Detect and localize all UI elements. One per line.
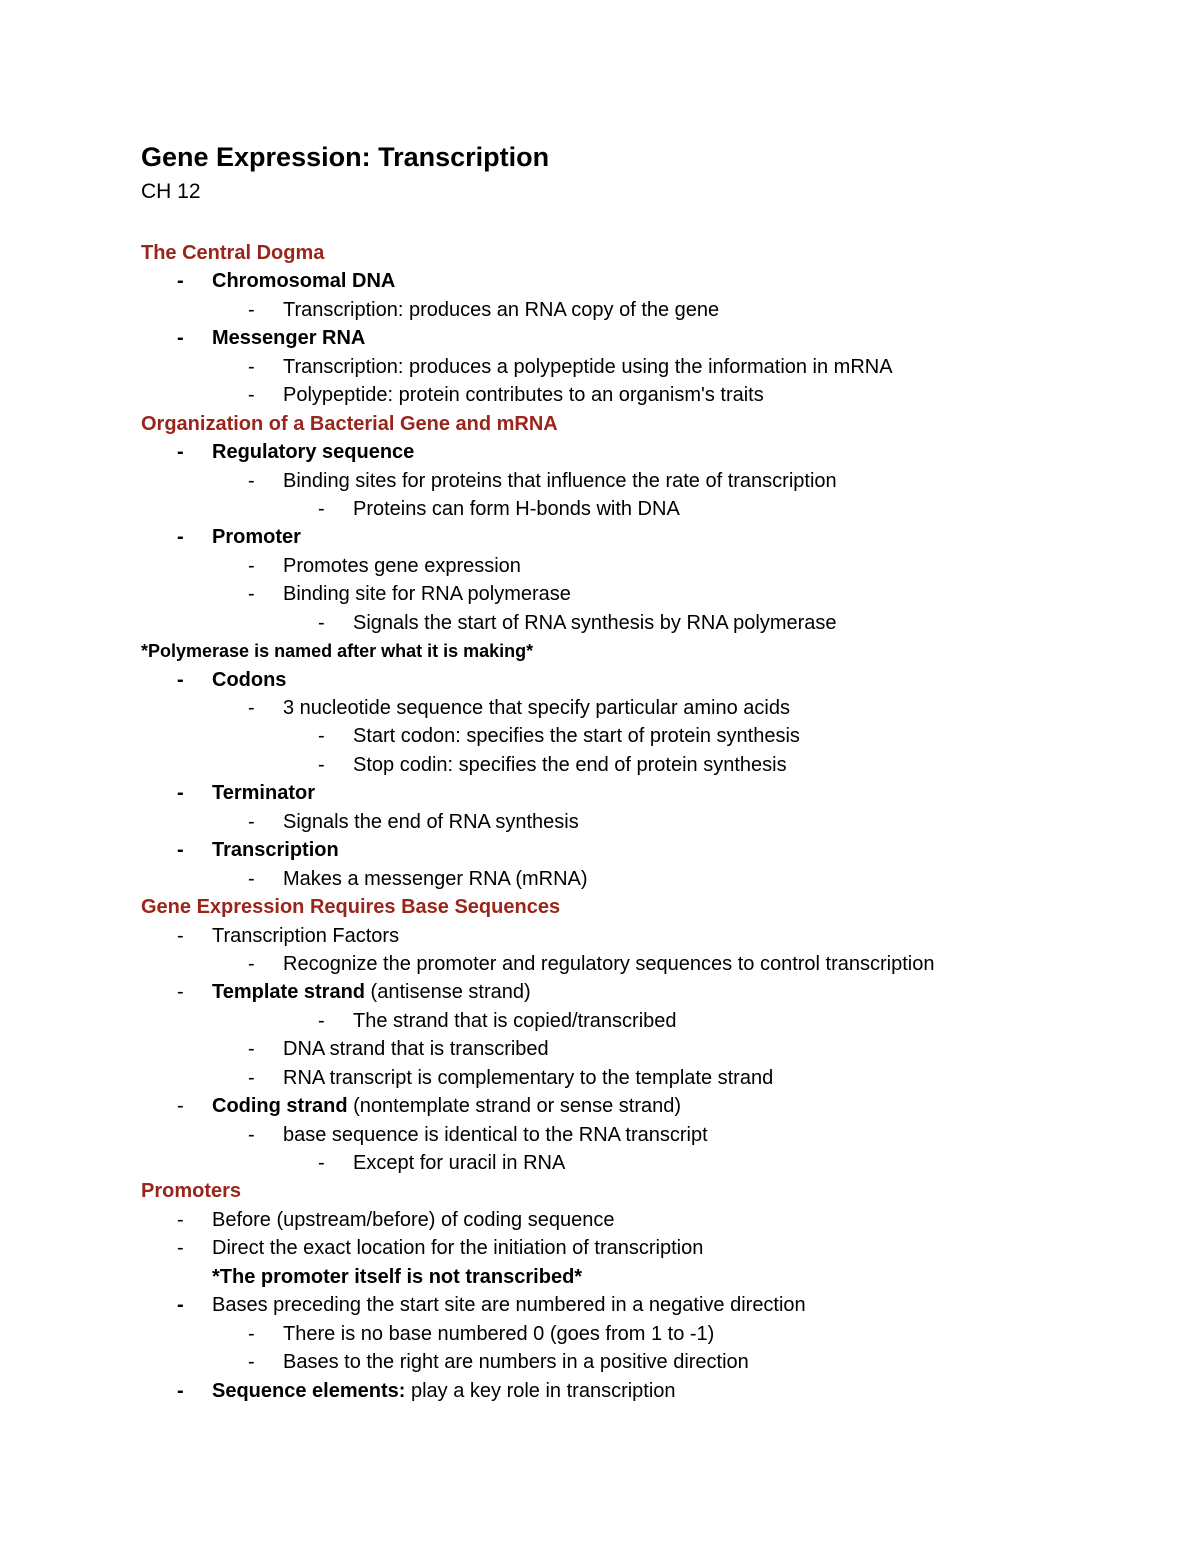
bullet-dash: -	[248, 1038, 255, 1061]
list-item-text	[283, 950, 934, 978]
bullet-dash: -	[318, 497, 325, 520]
list-item	[0, 495, 1200, 523]
bullet-dash: -	[177, 924, 184, 947]
note-line	[0, 637, 1200, 665]
list-item-text	[353, 751, 787, 779]
list-item-text	[212, 324, 365, 352]
item-description: Bases preceding the start site are numbered in a negative direction	[212, 1294, 806, 1317]
bullet-dash: -	[177, 1095, 184, 1118]
item-description: Signals the start of RNA synthesis by RNA polymerase	[353, 611, 837, 634]
list-item	[0, 1263, 1200, 1291]
bullet-dash: -	[248, 583, 255, 606]
item-description: Signals the end of RNA synthesis	[283, 810, 579, 833]
bullet-dash: -	[177, 1208, 184, 1231]
list-item-text	[212, 922, 399, 950]
item-description: (antisense strand)	[365, 981, 531, 1004]
list-item-text	[353, 722, 800, 750]
item-description: play a key role in transcription	[405, 1379, 676, 1402]
bold-term: Codons	[212, 668, 287, 691]
bold-term: Coding strand	[212, 1095, 348, 1118]
list-item-text	[212, 523, 301, 551]
bullet-dash: -	[248, 298, 255, 321]
list-item	[0, 666, 1200, 694]
bold-term: Regulatory sequence	[212, 441, 415, 464]
item-description: Binding sites for proteins that influence the rate of transcription	[283, 469, 837, 492]
list-item	[0, 779, 1200, 807]
list-item-text	[283, 1035, 549, 1063]
bullet-dash: -	[248, 952, 255, 975]
bullet-dash: -	[177, 441, 184, 464]
bullet-dash: -	[177, 668, 184, 691]
item-description: Binding site for RNA polymerase	[283, 583, 571, 606]
bullet-dash: -	[318, 1152, 325, 1174]
list-item-text	[283, 353, 893, 381]
list-item-text	[283, 552, 521, 580]
list-item-text	[353, 609, 837, 637]
bullet-dash: -	[248, 1322, 255, 1345]
item-description: Start codon: specifies the start of protein synthesis	[353, 725, 800, 748]
bullet-dash: -	[177, 1294, 184, 1317]
item-description: Makes a messenger RNA (mRNA)	[283, 867, 588, 890]
item-description: DNA strand that is transcribed	[283, 1038, 549, 1061]
bold-term: Sequence elements:	[212, 1379, 406, 1402]
list-item	[0, 694, 1200, 722]
item-description: Promotes gene expression	[283, 554, 521, 577]
list-item-text	[283, 467, 837, 495]
bullet-dash: -	[177, 839, 184, 862]
list-item	[0, 1121, 1200, 1149]
list-item-text	[212, 438, 414, 466]
list-item	[0, 722, 1200, 750]
list-item	[0, 1035, 1200, 1063]
list-item	[0, 1092, 1200, 1120]
item-description: base sequence is identical to the RNA transcript	[283, 1123, 708, 1146]
list-item	[0, 1206, 1200, 1234]
item-description: Transcription: produces an RNA copy of the gene	[283, 298, 720, 321]
list-item	[0, 381, 1200, 409]
list-item-text	[212, 1291, 806, 1319]
list-item	[0, 523, 1200, 551]
notes-body	[0, 239, 1200, 1405]
bullet-dash: -	[318, 611, 325, 634]
list-item	[0, 808, 1200, 836]
list-item	[0, 609, 1200, 637]
section-heading-text: Gene Expression Requires Base Sequences	[141, 896, 561, 919]
bullet-dash: -	[248, 867, 255, 890]
list-item	[0, 922, 1200, 950]
bullet-dash: -	[248, 697, 255, 719]
item-description: Recognize the promoter and regulatory sequences to control transcription	[283, 952, 935, 975]
bullet-dash: -	[177, 1237, 184, 1260]
list-item-text	[353, 1007, 677, 1035]
bullet-dash: -	[177, 270, 184, 293]
item-description: Bases to the right are numbers in a positive direction	[283, 1351, 749, 1374]
list-item-text	[212, 1206, 614, 1234]
note-text: *Polymerase is named after what it is making*	[141, 641, 534, 662]
item-description: Stop codin: specifies the end of protein synthesis	[353, 753, 787, 776]
list-item	[0, 865, 1200, 893]
section-heading-text: Promoters	[141, 1180, 242, 1203]
list-item-text	[212, 666, 286, 694]
item-description: There is no base numbered 0 (goes from 1 to -1)	[283, 1322, 715, 1345]
item-description: Proteins can form H-bonds with DNA	[353, 497, 680, 520]
list-item-text	[283, 865, 588, 893]
list-item	[0, 438, 1200, 466]
list-item	[0, 467, 1200, 495]
list-item-text	[212, 836, 339, 864]
list-item-text	[212, 1092, 681, 1120]
bold-term: Promoter	[212, 526, 301, 549]
list-item-text	[283, 694, 790, 722]
bullet-dash: -	[248, 469, 255, 492]
list-item	[0, 751, 1200, 779]
bullet-dash: -	[248, 384, 255, 407]
bold-term: *The promoter itself is not transcribed*	[212, 1265, 583, 1288]
bold-term: Messenger RNA	[212, 327, 366, 350]
list-item-text	[212, 779, 315, 807]
item-description: The strand that is copied/transcribed	[353, 1009, 677, 1032]
bullet-dash: -	[177, 981, 184, 1004]
list-item	[0, 950, 1200, 978]
bold-term: Transcription	[212, 839, 339, 862]
bullet-dash: -	[177, 782, 184, 805]
section-heading-text: Organization of a Bacterial Gene and mRNA	[141, 412, 558, 435]
list-item-text	[283, 296, 719, 324]
bullet-dash: -	[248, 1066, 255, 1089]
section-heading	[0, 893, 1200, 921]
section-heading	[0, 239, 1200, 267]
item-description: Polypeptide: protein contributes to an organism's traits	[283, 384, 764, 407]
list-item	[0, 267, 1200, 295]
list-item	[0, 1377, 1200, 1405]
list-item-text	[212, 267, 395, 295]
item-description: (nontemplate strand or sense strand)	[347, 1095, 682, 1118]
list-item	[0, 1291, 1200, 1319]
bold-term: Template strand	[212, 981, 365, 1004]
bullet-dash: -	[177, 1379, 184, 1402]
list-item	[0, 324, 1200, 352]
list-item	[0, 1007, 1200, 1035]
item-description: Before (upstream/before) of coding sequence	[212, 1208, 615, 1231]
list-item	[0, 1064, 1200, 1092]
item-description: Transcription Factors	[212, 924, 400, 947]
bullet-dash: -	[177, 526, 184, 549]
item-description: Except for uracil in RNA	[353, 1152, 566, 1174]
list-item	[0, 552, 1200, 580]
list-item	[0, 1149, 1200, 1177]
bullet-dash: -	[248, 554, 255, 577]
page-title: Gene Expression: Transcription	[141, 142, 550, 172]
list-item-text	[212, 978, 531, 1006]
list-item	[0, 1320, 1200, 1348]
section-heading	[0, 410, 1200, 438]
list-item-text	[283, 1064, 773, 1092]
list-item	[0, 978, 1200, 1006]
chapter-label: CH 12	[141, 180, 201, 203]
bullet-dash: -	[248, 1351, 255, 1374]
list-item-text	[353, 495, 680, 523]
bold-term: Chromosomal DNA	[212, 270, 396, 293]
list-item-text	[283, 1320, 714, 1348]
list-item	[0, 353, 1200, 381]
bullet-dash: -	[248, 355, 255, 378]
list-item-text	[283, 808, 579, 836]
list-item	[0, 1234, 1200, 1262]
bullet-dash: -	[248, 1123, 255, 1146]
section-heading	[0, 1177, 1200, 1205]
section-heading-text: The Central Dogma	[141, 242, 325, 264]
item-description: RNA transcript is complementary to the template strand	[283, 1066, 774, 1089]
bullet-dash: -	[248, 810, 255, 833]
list-item-text	[283, 1121, 708, 1149]
list-item-text	[212, 1377, 676, 1405]
list-item	[0, 836, 1200, 864]
list-item-text	[212, 1234, 703, 1262]
item-description: Transcription: produces a polypeptide using the information in mRNA	[283, 355, 893, 378]
bullet-dash: -	[318, 725, 325, 748]
list-item-text	[353, 1149, 565, 1177]
list-item-text	[283, 580, 571, 608]
list-item	[0, 296, 1200, 324]
list-item-text	[283, 381, 764, 409]
bullet-dash: -	[318, 1009, 325, 1032]
list-item-text	[212, 1263, 582, 1291]
item-description: Direct the exact location for the initiation of transcription	[212, 1237, 704, 1260]
item-description: 3 nucleotide sequence that specify particular amino acids	[283, 697, 790, 719]
bold-term: Terminator	[212, 782, 315, 805]
list-item-text	[283, 1348, 749, 1376]
list-item	[0, 1348, 1200, 1376]
bullet-dash: -	[318, 753, 325, 776]
list-item	[0, 580, 1200, 608]
bullet-dash: -	[177, 327, 184, 350]
